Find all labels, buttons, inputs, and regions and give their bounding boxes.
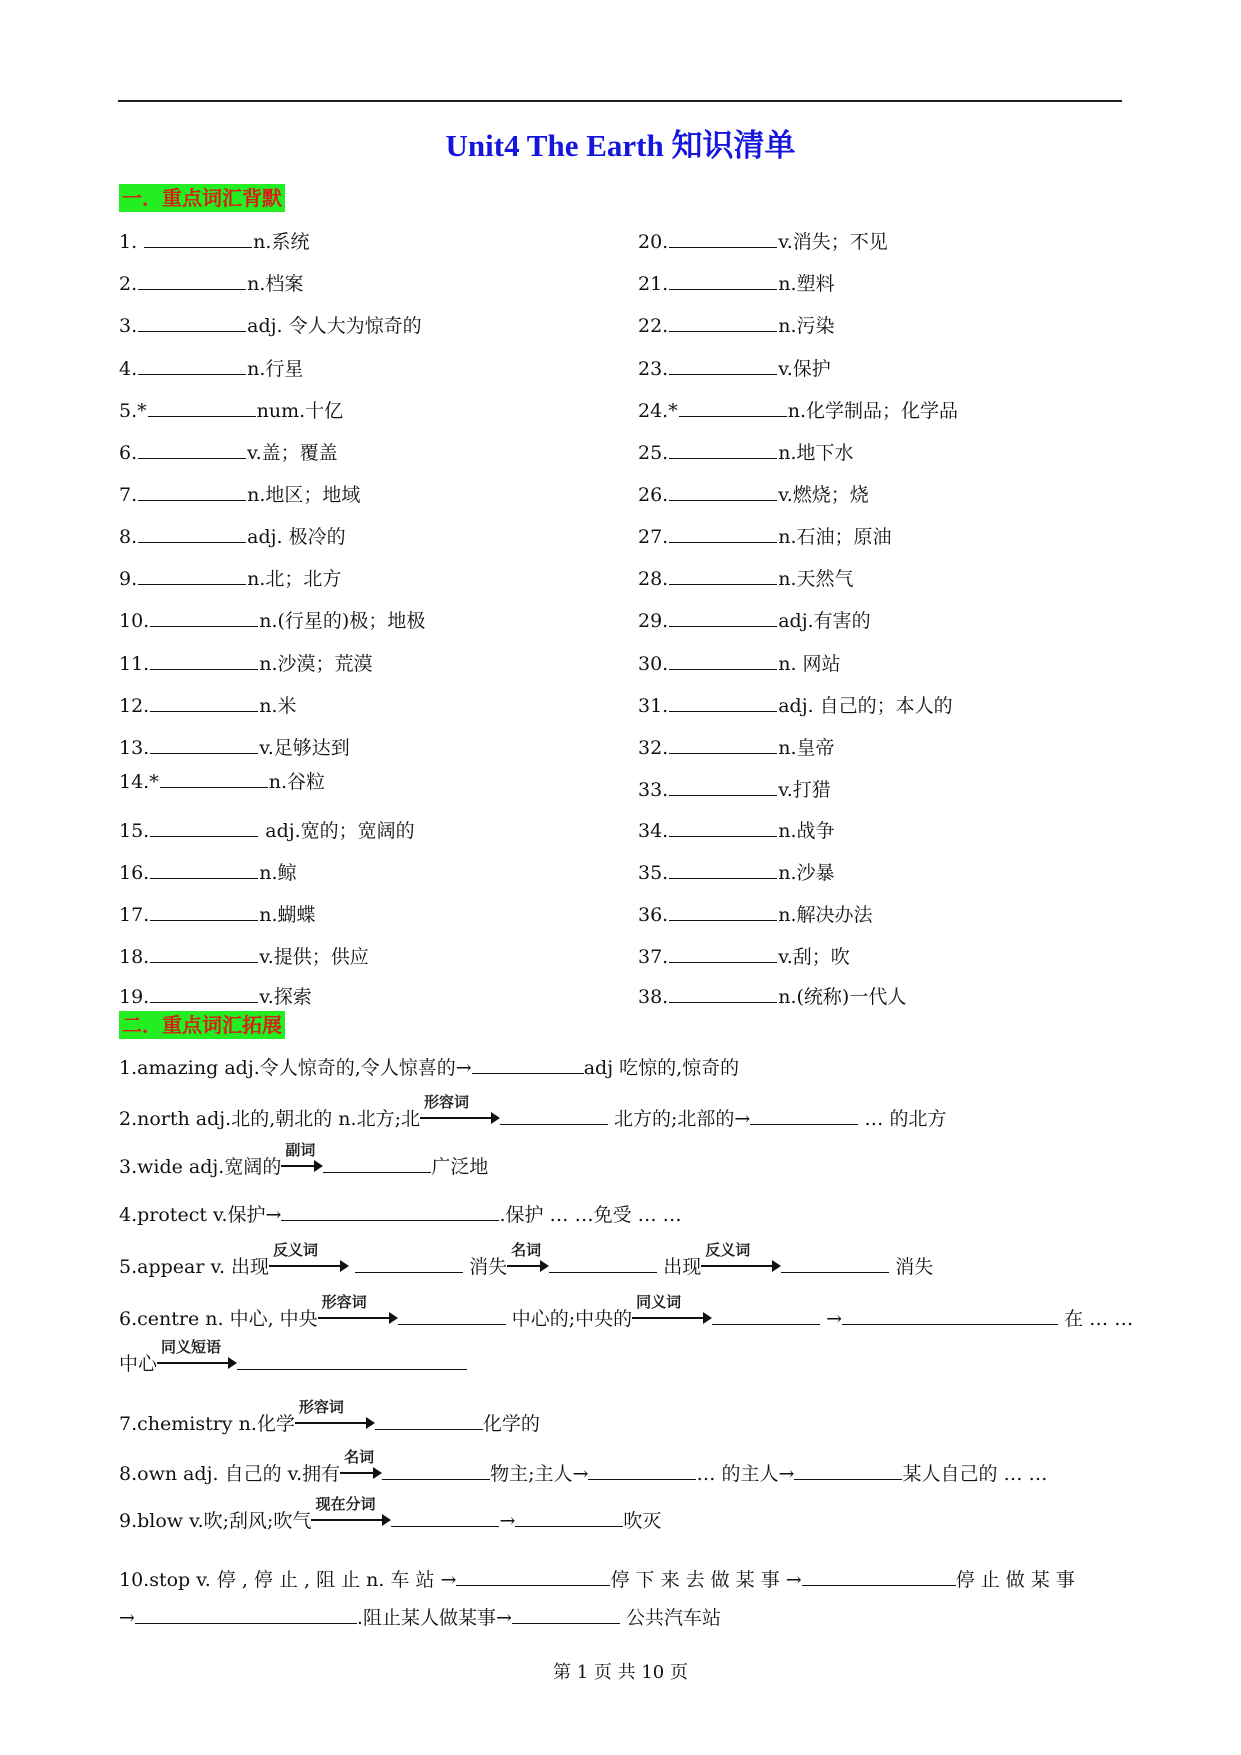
arrow-icon: 副词: [281, 1153, 323, 1173]
vocab-number: 33.: [638, 779, 669, 801]
ext-line-5: 5.appear v. 出现 反义词 消失 名词 出现 反义词 消失: [119, 1241, 934, 1278]
ext-line-6b: 中心 同义短语: [119, 1350, 467, 1377]
vocab-definition: n.蝴蝶: [259, 904, 316, 926]
vocab-blank[interactable]: [150, 984, 258, 1003]
vocab-blank[interactable]: [669, 818, 777, 837]
vocab-number: 14.*: [119, 771, 159, 793]
vocab-number: 12.: [119, 695, 150, 717]
arrow-icon: 反义词: [269, 1253, 349, 1273]
vocab-blank[interactable]: [669, 482, 777, 501]
vocab-definition: n.地区；地域: [247, 484, 361, 506]
vocab-number: 11.: [119, 653, 150, 675]
vocab-item: [638, 902, 873, 928]
vocab-blank[interactable]: [669, 777, 777, 796]
vocab-number: 18.: [119, 946, 150, 968]
vocab-item: [638, 860, 835, 886]
vocab-item: [119, 482, 360, 508]
ext-line-10: 10.stop v. 停 , 停 止 , 阻 止 n. 车 站 → 停 下 来 去 做 某 事 → 停 止 做 某 事: [119, 1569, 1075, 1591]
vocab-number: 15.: [119, 820, 150, 842]
vocab-definition: n.鲸: [259, 862, 297, 884]
vocab-item: [638, 608, 871, 634]
vocab-number: 22.: [638, 315, 669, 337]
vocab-item: [638, 524, 892, 550]
vocab-definition: n.北；北方: [247, 568, 342, 590]
vocab-definition: adj.有害的: [778, 610, 871, 632]
vocab-blank[interactable]: [150, 693, 258, 712]
vocab-definition: v.提供；供应: [259, 946, 369, 968]
vocab-definition: v.保护: [778, 358, 831, 380]
vocab-item: [638, 398, 958, 424]
vocab-item: [119, 398, 343, 424]
vocab-item: [638, 818, 835, 844]
vocab-number: 19.: [119, 986, 150, 1008]
vocab-blank[interactable]: [160, 769, 268, 788]
arrow-icon: 现在分词: [311, 1507, 391, 1527]
vocab-blank[interactable]: [138, 482, 246, 501]
vocab-item: [119, 818, 415, 844]
vocab-blank[interactable]: [669, 440, 777, 459]
vocab-item: [638, 777, 831, 803]
vocab-number: 34.: [638, 820, 669, 842]
ext-line-1: 1.amazing adj.令人惊奇的,令人惊喜的→ adj 吃惊的,惊奇的: [119, 1057, 740, 1079]
vocab-blank[interactable]: [150, 608, 258, 627]
vocab-number: 8.: [119, 526, 138, 548]
page-footer: 第 1 页 共 10 页: [553, 1662, 688, 1683]
vocab-definition: adj. 极冷的: [247, 526, 346, 548]
section-heading-extension: 二．重点词汇拓展: [119, 1011, 285, 1039]
ext-line-4: 4.protect v.保护→ .保护 … …免受 … …: [119, 1204, 682, 1226]
vocab-definition: n.谷粒: [268, 771, 325, 793]
vocab-blank[interactable]: [150, 651, 258, 670]
vocab-definition: v.盖；覆盖: [247, 442, 338, 464]
vocab-number: 3.: [119, 315, 138, 337]
vocab-number: 20.: [638, 231, 669, 253]
ext-line-10b: → .阻止某人做某事→ 公共汽车站: [119, 1607, 721, 1629]
vocab-definition: num.十亿: [256, 400, 344, 422]
vocab-item: [638, 482, 869, 508]
vocab-definition: n.(行星的)极；地极: [259, 610, 426, 632]
vocab-definition: n.解决办法: [778, 904, 873, 926]
vocab-blank[interactable]: [669, 693, 777, 712]
vocab-definition: n.档案: [247, 273, 304, 295]
vocab-definition: n.沙漠；荒漠: [259, 653, 373, 675]
vocab-item: [119, 769, 325, 795]
vocab-definition: v.刮；吹: [778, 946, 850, 968]
vocab-item: [119, 651, 373, 677]
arrow-icon: 同义词: [632, 1305, 712, 1325]
vocab-blank[interactable]: [669, 229, 777, 248]
vocab-number: 16.: [119, 862, 150, 884]
vocab-number: 29.: [638, 610, 669, 632]
vocab-definition: v.足够达到: [259, 737, 350, 759]
vocab-blank[interactable]: [150, 944, 258, 963]
arrow-icon: 名词: [340, 1460, 382, 1480]
vocab-blank[interactable]: [669, 566, 777, 585]
vocab-blank[interactable]: [138, 271, 246, 290]
vocab-number: 31.: [638, 695, 669, 717]
ext-line-6: 6.centre n. 中心, 中央 形容词 中心的;中央的 同义词 → 在 … …: [119, 1293, 1134, 1330]
vocab-definition: n.石油；原油: [778, 526, 892, 548]
vocab-blank[interactable]: [669, 860, 777, 879]
vocab-number: 35.: [638, 862, 669, 884]
vocab-item: [119, 902, 316, 928]
vocab-number: 26.: [638, 484, 669, 506]
vocab-definition: v.燃烧；烧: [778, 484, 869, 506]
vocab-number: 32.: [638, 737, 669, 759]
vocab-blank[interactable]: [669, 524, 777, 543]
vocab-item: [638, 984, 906, 1010]
vocab-item: [638, 440, 854, 466]
vocab-item: [638, 566, 854, 592]
vocab-item: [119, 440, 338, 466]
vocab-number: 23.: [638, 358, 669, 380]
vocab-definition: v.打猎: [778, 779, 831, 801]
vocab-blank[interactable]: [669, 735, 777, 754]
vocab-item: [119, 860, 297, 886]
vocab-definition: n.(统称)一代人: [778, 986, 907, 1008]
ext-line-3: 3.wide adj.宽阔的 副词 广泛地: [119, 1141, 489, 1178]
vocab-blank[interactable]: [150, 860, 258, 879]
vocab-number: 17.: [119, 904, 150, 926]
vocab-definition: n.系统: [253, 231, 310, 253]
vocab-item: [119, 271, 303, 297]
vocab-number: 1.: [119, 231, 144, 253]
vocab-number: 4.: [119, 358, 138, 380]
vocab-definition: adj. 令人大为惊奇的: [247, 315, 422, 337]
vocab-blank[interactable]: [669, 356, 777, 375]
ext-line-8: 8.own adj. 自己的 v.拥有 名词 物主;主人→ … 的主人→ 某人自己的 … …: [119, 1448, 1048, 1485]
vocab-item: [119, 313, 422, 339]
vocab-definition: v.消失；不见: [778, 231, 888, 253]
vocab-definition: n.天然气: [778, 568, 854, 590]
vocab-definition: adj. 自己的；本人的: [778, 695, 953, 717]
vocab-definition: v.探索: [259, 986, 312, 1008]
vocab-item: [119, 984, 312, 1010]
vocab-number: 30.: [638, 653, 669, 675]
vocab-blank[interactable]: [138, 313, 246, 332]
vocab-blank[interactable]: [669, 608, 777, 627]
vocab-number: 36.: [638, 904, 669, 926]
vocab-item: [638, 735, 835, 761]
vocab-blank[interactable]: [150, 902, 258, 921]
vocab-item: [119, 944, 369, 970]
vocab-blank[interactable]: [138, 566, 246, 585]
vocab-definition: n.行星: [247, 358, 304, 380]
vocab-item: [119, 608, 425, 634]
vocab-blank[interactable]: [150, 818, 258, 837]
vocab-blank[interactable]: [669, 651, 777, 670]
vocab-blank[interactable]: [669, 944, 777, 963]
ext-line-9: 9.blow v.吹;刮风;吹气 现在分词 → 吹灭: [119, 1495, 662, 1532]
vocab-number: 2.: [119, 273, 138, 295]
vocab-number: 13.: [119, 737, 150, 759]
vocab-item: [638, 944, 850, 970]
arrow-icon: 形容词: [318, 1305, 398, 1325]
vocab-blank[interactable]: [669, 271, 777, 290]
vocab-definition: adj.宽的；宽阔的: [259, 820, 415, 842]
vocab-item: [119, 356, 303, 382]
ext-line-2: 2.north adj.北的,朝北的 n.北方;北 形容词 北方的;北部的→ … 的北方: [119, 1093, 947, 1130]
vocab-number: 25.: [638, 442, 669, 464]
vocab-number: 5.*: [119, 400, 147, 422]
vocab-item: [119, 693, 297, 719]
vocab-item: [119, 566, 341, 592]
vocab-blank[interactable]: [148, 398, 256, 417]
vocab-number: 28.: [638, 568, 669, 590]
vocab-blank[interactable]: [138, 440, 246, 459]
vocab-item: [638, 229, 888, 255]
vocab-item: [119, 229, 309, 255]
vocab-number: 27.: [638, 526, 669, 548]
vocab-blank[interactable]: [150, 735, 258, 754]
vocab-number: 37.: [638, 946, 669, 968]
vocab-item: [638, 271, 835, 297]
arrow-icon: 同义短语: [157, 1350, 237, 1370]
vocab-item: [119, 735, 350, 761]
arrow-icon: 形容词: [420, 1105, 500, 1125]
vocab-item: [638, 693, 953, 719]
page-title: Unit4 The Earth 知识清单: [445, 128, 796, 163]
section-heading-vocab: 一．重点词汇背默: [119, 184, 285, 212]
vocab-definition: n.米: [259, 695, 297, 717]
vocab-definition: n.塑料: [778, 273, 835, 295]
arrow-icon: 名词: [507, 1253, 549, 1273]
vocab-definition: n.地下水: [778, 442, 854, 464]
ext-line-7: 7.chemistry n.化学 形容词 化学的: [119, 1398, 540, 1435]
vocab-number: 38.: [638, 986, 669, 1008]
vocab-blank[interactable]: [144, 229, 252, 248]
arrow-icon: 形容词: [295, 1410, 375, 1430]
vocab-number: 7.: [119, 484, 138, 506]
vocab-blank[interactable]: [669, 313, 777, 332]
vocab-number: 6.: [119, 442, 138, 464]
vocab-definition: n.化学制品；化学品: [787, 400, 958, 422]
vocab-blank[interactable]: [679, 398, 787, 417]
vocab-definition: n.皇帝: [778, 737, 835, 759]
vocab-blank[interactable]: [138, 356, 246, 375]
vocab-blank[interactable]: [138, 524, 246, 543]
vocab-definition: n.战争: [778, 820, 835, 842]
vocab-definition: n.沙暴: [778, 862, 835, 884]
vocab-definition: n.污染: [778, 315, 835, 337]
arrow-icon: 反义词: [701, 1253, 781, 1273]
vocab-definition: n. 网站: [778, 653, 841, 675]
vocab-number: 10.: [119, 610, 150, 632]
header-rule: [118, 100, 1122, 102]
vocab-number: 9.: [119, 568, 138, 590]
vocab-item: [638, 356, 831, 382]
vocab-blank[interactable]: [669, 902, 777, 921]
vocab-number: 21.: [638, 273, 669, 295]
vocab-item: [638, 651, 841, 677]
vocab-item: [638, 313, 835, 339]
vocab-item: [119, 524, 346, 550]
vocab-number: 24.*: [638, 400, 678, 422]
vocab-blank[interactable]: [669, 984, 777, 1003]
